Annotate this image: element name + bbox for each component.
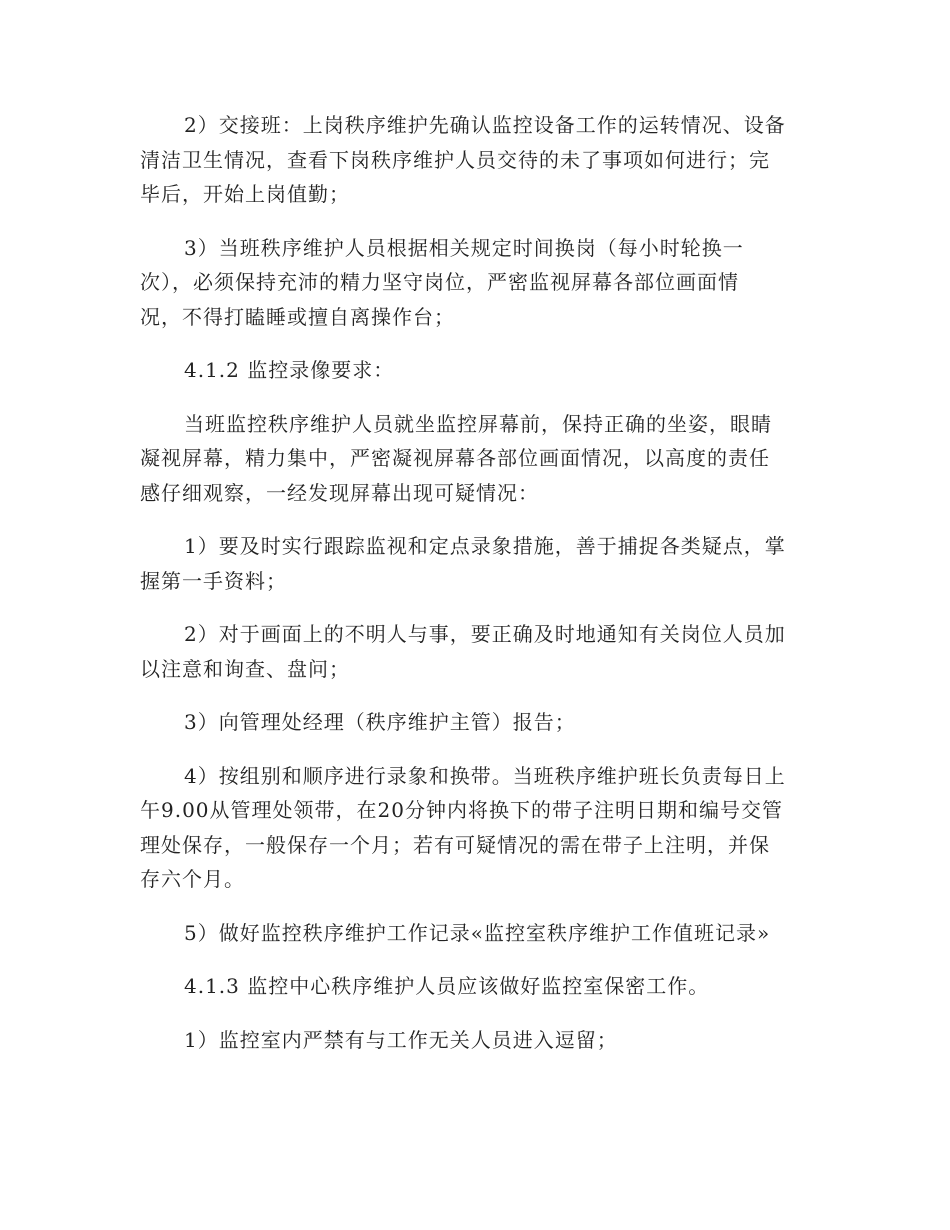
text-line: 毕后，开始上岗值勤； [140, 182, 350, 206]
text-line: 感仔细观察，一经发现屏幕出现可疑情况： [140, 480, 539, 505]
paragraph-item-1-no-entry [140, 1023, 810, 1058]
text-line: 存六个月。 [140, 867, 245, 891]
text-line: 况，不得打瞌睡或擅自离操作台； [140, 304, 455, 329]
text-line: 2）交接班：上岗秩序维护先确认监控设备工作的运转情况、设备 [184, 113, 786, 137]
text-line: 4）按组别和顺序进行录象和换带。当班秩序维护班长负责每日上 [184, 763, 786, 788]
text-line: 4.1.2 监控录像要求： [184, 358, 395, 382]
paragraph-shift-rotation [140, 231, 810, 335]
text-line: 理处保存，一般保存一个月；若有可疑情况的需在带子上注明，并保 [140, 832, 770, 857]
text-line: 4.1.3 监控中心秩序维护人员应该做好监控室保密工作。 [184, 974, 710, 998]
paragraph-item-2-notify [140, 617, 810, 686]
text-line: 当班监控秩序维护人员就坐监控屏幕前，保持正确的坐姿，眼睛 [184, 411, 772, 436]
paragraph-item-1-tracking [140, 529, 810, 598]
paragraph-item-5-records [140, 916, 810, 951]
text-line: 午9.00从管理处领带，在20分钟内将换下的带子注明日期和编号交管 [140, 798, 783, 822]
paragraph-handover [140, 108, 810, 212]
paragraph-monitoring-posture [140, 407, 810, 511]
section-heading-4-1-2 [140, 353, 810, 388]
text-line: 3）向管理处经理（秩序维护主管）报告； [184, 710, 576, 734]
text-line: 以注意和询查、盘问； [140, 656, 350, 681]
text-line: 1）监控室内严禁有与工作无关人员进入逗留； [184, 1027, 618, 1052]
text-line: 清洁卫生情况，查看下岗秩序维护人员交待的未了事项如何进行；完 [140, 147, 770, 172]
text-line: 2）对于画面上的不明人与事，要正确及时地通知有关岗位人员加 [184, 622, 786, 646]
paragraph-item-4-tapes [140, 759, 810, 897]
text-line: 握第一手资料； [140, 568, 287, 593]
paragraph-item-3-report [140, 705, 810, 740]
text-line: 凝视屏幕，精力集中，严密凝视屏幕各部位画面情况，以高度的责任 [140, 446, 770, 470]
text-line: 3）当班秩序维护人员根据相关规定时间换岗（每小时轮换一 [184, 235, 744, 260]
text-line: 1）要及时实行跟踪监视和定点录象措施，善于捕捉各类疑点，掌 [184, 534, 786, 558]
text-line: 次），必须保持充沛的精力坚守岗位，严密监视屏幕各部位画面情 [140, 270, 739, 294]
section-heading-4-1-3 [140, 969, 810, 1004]
text-line: 5）做好监控秩序维护工作记录«监控室秩序维护工作值班记录» [184, 920, 771, 945]
